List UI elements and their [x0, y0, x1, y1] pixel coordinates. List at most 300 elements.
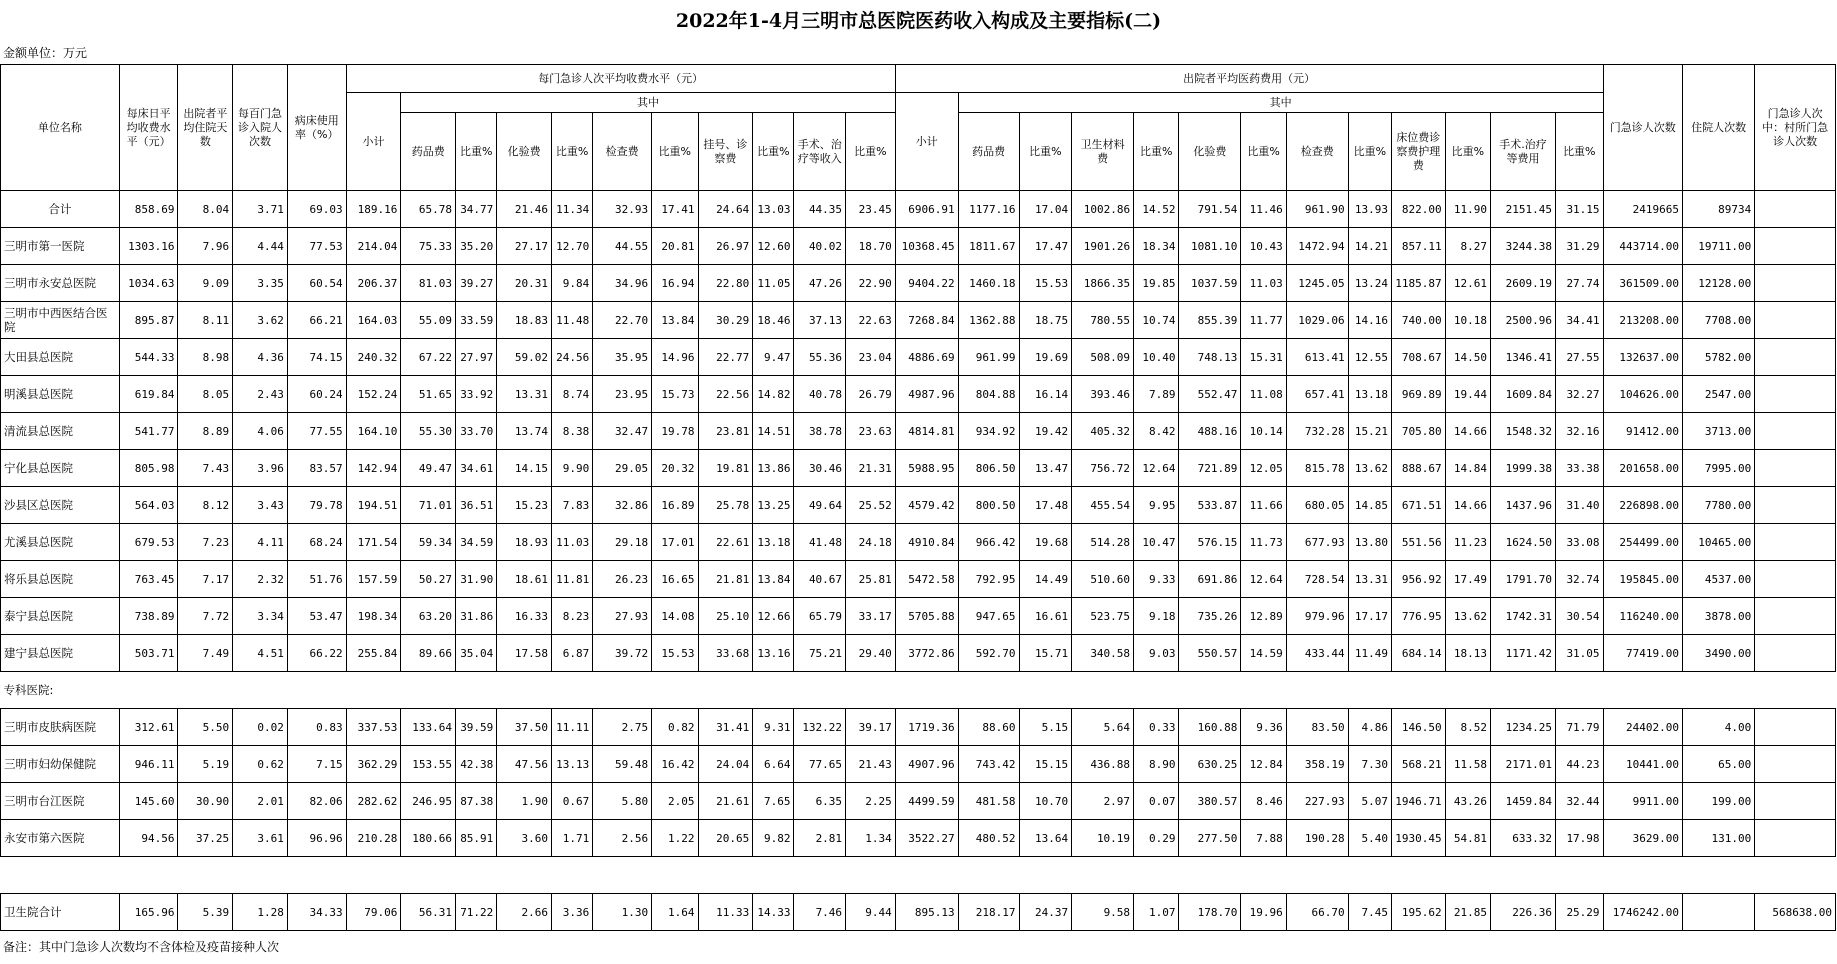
value-cell: 1245.05 — [1286, 265, 1348, 302]
value-cell: 14.66 — [1445, 487, 1490, 524]
value-cell: 55.36 — [794, 339, 846, 376]
value-cell: 11.34 — [552, 191, 593, 228]
value-cell: 25.81 — [846, 561, 896, 598]
value-cell — [1755, 265, 1836, 302]
value-cell: 2.43 — [233, 376, 288, 413]
header-admit-per-100: 每百门急诊入院人次数 — [233, 65, 288, 191]
header-ip-surgery-fees: 手术.治疗等费用 — [1491, 113, 1556, 191]
value-cell: 7.49 — [178, 635, 233, 672]
value-cell: 49.64 — [794, 487, 846, 524]
value-cell: 29.05 — [593, 450, 652, 487]
value-cell: 157.59 — [346, 561, 401, 598]
value-cell: 18.13 — [1445, 635, 1490, 672]
value-cell: 728.54 — [1286, 561, 1348, 598]
header-op-lab-ratio: 比重% — [552, 113, 593, 191]
value-cell: 1901.26 — [1072, 228, 1134, 265]
value-cell: 7.89 — [1134, 376, 1179, 413]
value-cell: 34.59 — [456, 524, 497, 561]
value-cell: 7.17 — [178, 561, 233, 598]
value-cell: 969.89 — [1391, 376, 1445, 413]
value-cell: 592.70 — [958, 635, 1019, 672]
header-ip-surgery-ratio: 比重% — [1556, 113, 1604, 191]
value-cell: 966.42 — [958, 524, 1019, 561]
value-cell: 29.18 — [593, 524, 652, 561]
value-cell: 21.31 — [846, 450, 896, 487]
value-cell: 763.45 — [119, 561, 178, 598]
value-cell: 3522.27 — [895, 820, 958, 857]
value-cell: 8.46 — [1241, 783, 1286, 820]
table-row — [1, 894, 1836, 931]
value-cell: 11.73 — [1241, 524, 1286, 561]
value-cell: 189.16 — [346, 191, 401, 228]
unit-name-cell: 大田县总医院 — [1, 339, 120, 376]
value-cell: 165.96 — [119, 894, 178, 931]
value-cell: 0.83 — [287, 709, 346, 746]
value-cell: 67.22 — [401, 339, 456, 376]
value-cell: 805.98 — [119, 450, 178, 487]
value-cell: 19.85 — [1134, 265, 1179, 302]
value-cell: 9.44 — [846, 894, 896, 931]
header-inpatient-group: 出院者平均医药费用（元） — [895, 65, 1603, 93]
value-cell: 14.51 — [753, 413, 794, 450]
value-cell: 0.29 — [1134, 820, 1179, 857]
value-cell: 568.21 — [1391, 746, 1445, 783]
value-cell: 11.11 — [552, 709, 593, 746]
value-cell: 13.16 — [753, 635, 794, 672]
value-cell: 9.33 — [1134, 561, 1179, 598]
value-cell: 743.42 — [958, 746, 1019, 783]
unit-name-cell: 三明市台江医院 — [1, 783, 120, 820]
value-cell: 776.95 — [1391, 598, 1445, 635]
value-cell: 131.00 — [1683, 820, 1755, 857]
value-cell: 4.44 — [233, 228, 288, 265]
value-cell: 1548.32 — [1491, 413, 1556, 450]
value-cell — [1755, 302, 1836, 339]
value-cell: 24.56 — [552, 339, 593, 376]
value-cell: 12.64 — [1134, 450, 1179, 487]
value-cell: 13.80 — [1348, 524, 1391, 561]
value-cell: 436.88 — [1072, 746, 1134, 783]
value-cell: 40.02 — [794, 228, 846, 265]
value-cell: 15.21 — [1348, 413, 1391, 450]
value-cell: 146.50 — [1391, 709, 1445, 746]
value-cell — [1683, 894, 1755, 931]
value-cell: 27.74 — [1556, 265, 1604, 302]
value-cell: 18.61 — [497, 561, 552, 598]
value-cell: 30.29 — [698, 302, 753, 339]
value-cell: 11.03 — [1241, 265, 1286, 302]
table-row — [1, 598, 1836, 635]
header-avg-stay: 出院者平均住院天数 — [178, 65, 233, 191]
value-cell: 30.46 — [794, 450, 846, 487]
value-cell — [1755, 339, 1836, 376]
unit-name-cell: 尤溪县总医院 — [1, 524, 120, 561]
value-cell: 33.92 — [456, 376, 497, 413]
header-ip-materials: 卫生材料费 — [1072, 113, 1134, 191]
value-cell: 680.05 — [1286, 487, 1348, 524]
header-op-drug: 药品费 — [401, 113, 456, 191]
value-cell: 4.00 — [1683, 709, 1755, 746]
value-cell: 34.61 — [456, 450, 497, 487]
value-cell: 14.96 — [652, 339, 698, 376]
value-cell: 7.45 — [1348, 894, 1391, 931]
table-row — [1, 339, 1836, 376]
value-cell — [1755, 598, 1836, 635]
value-cell: 13.62 — [1445, 598, 1490, 635]
value-cell: 8.27 — [1445, 228, 1490, 265]
value-cell: 17.47 — [1019, 228, 1072, 265]
value-cell: 19.81 — [698, 450, 753, 487]
value-cell: 11.48 — [552, 302, 593, 339]
value-cell: 16.94 — [652, 265, 698, 302]
value-cell: 68.24 — [287, 524, 346, 561]
value-cell: 12128.00 — [1683, 265, 1755, 302]
unit-name-cell: 合计 — [1, 191, 120, 228]
value-cell: 60.54 — [287, 265, 346, 302]
value-cell: 337.53 — [346, 709, 401, 746]
value-cell: 32.74 — [1556, 561, 1604, 598]
value-cell: 568638.00 — [1755, 894, 1836, 931]
value-cell: 895.13 — [895, 894, 958, 931]
value-cell: 65.78 — [401, 191, 456, 228]
value-cell: 227.93 — [1286, 783, 1348, 820]
header-op-drug-ratio: 比重% — [456, 113, 497, 191]
value-cell: 947.65 — [958, 598, 1019, 635]
value-cell: 7.88 — [1241, 820, 1286, 857]
value-cell: 9.18 — [1134, 598, 1179, 635]
value-cell: 11.23 — [1445, 524, 1490, 561]
value-cell: 18.70 — [846, 228, 896, 265]
unit-label: 金额单位：万元 — [3, 46, 88, 60]
table-body — [1, 191, 1836, 931]
value-cell: 39.17 — [846, 709, 896, 746]
value-cell: 44.55 — [593, 228, 652, 265]
header-ip-exam-ratio: 比重% — [1348, 113, 1391, 191]
value-cell: 82.06 — [287, 783, 346, 820]
value-cell: 32.44 — [1556, 783, 1604, 820]
value-cell: 37.50 — [497, 709, 552, 746]
value-cell: 1946.71 — [1391, 783, 1445, 820]
value-cell: 1234.25 — [1491, 709, 1556, 746]
value-cell: 3244.38 — [1491, 228, 1556, 265]
value-cell: 1.34 — [846, 820, 896, 857]
value-cell: 0.82 — [652, 709, 698, 746]
value-cell: 1.64 — [652, 894, 698, 931]
value-cell: 12.84 — [1241, 746, 1286, 783]
value-cell: 3.60 — [497, 820, 552, 857]
value-cell: 27.17 — [497, 228, 552, 265]
header-unit-name: 单位名称 — [1, 65, 120, 191]
value-cell: 201658.00 — [1603, 450, 1682, 487]
value-cell: 0.07 — [1134, 783, 1179, 820]
page-title: 2022年1-4月三明市总医院医药收入构成及主要指标(二) — [675, 10, 1162, 32]
value-cell: 40.67 — [794, 561, 846, 598]
table-row — [1, 228, 1836, 265]
value-cell: 33.17 — [846, 598, 896, 635]
header-bed-use-rate: 病床使用率（%） — [287, 65, 346, 191]
value-cell: 3772.86 — [895, 635, 958, 672]
value-cell: 9.58 — [1072, 894, 1134, 931]
value-cell: 804.88 — [958, 376, 1019, 413]
value-cell: 27.93 — [593, 598, 652, 635]
value-cell: 792.95 — [958, 561, 1019, 598]
value-cell: 6.35 — [794, 783, 846, 820]
value-cell: 21.61 — [698, 783, 753, 820]
value-cell: 10.74 — [1134, 302, 1179, 339]
value-cell: 85.91 — [456, 820, 497, 857]
value-cell: 75.21 — [794, 635, 846, 672]
value-cell: 32.93 — [593, 191, 652, 228]
value-cell: 2151.45 — [1491, 191, 1556, 228]
value-cell: 10.19 — [1072, 820, 1134, 857]
header-ip-subtotal: 小计 — [895, 93, 958, 191]
value-cell: 4537.00 — [1683, 561, 1755, 598]
indicator-table — [0, 64, 1836, 931]
value-cell: 23.04 — [846, 339, 896, 376]
value-cell: 1.30 — [593, 894, 652, 931]
value-cell: 89.66 — [401, 635, 456, 672]
value-cell: 1177.16 — [958, 191, 1019, 228]
value-cell: 7.72 — [178, 598, 233, 635]
header-op-subtotal: 小计 — [346, 93, 401, 191]
section-label: 专科医院: — [1, 672, 1836, 709]
value-cell: 858.69 — [119, 191, 178, 228]
value-cell: 39.59 — [456, 709, 497, 746]
value-cell: 35.04 — [456, 635, 497, 672]
value-cell: 657.41 — [1286, 376, 1348, 413]
value-cell: 160.88 — [1179, 709, 1241, 746]
value-cell: 11.08 — [1241, 376, 1286, 413]
value-cell: 708.67 — [1391, 339, 1445, 376]
value-cell: 12.70 — [552, 228, 593, 265]
value-cell: 508.09 — [1072, 339, 1134, 376]
value-cell: 0.02 — [233, 709, 288, 746]
value-cell: 77.55 — [287, 413, 346, 450]
value-cell: 8.23 — [552, 598, 593, 635]
value-cell: 5.39 — [178, 894, 233, 931]
value-cell: 2.25 — [846, 783, 896, 820]
unit-name-cell: 明溪县总医院 — [1, 376, 120, 413]
unit-name-cell: 三明市第一医院 — [1, 228, 120, 265]
value-cell: 50.27 — [401, 561, 456, 598]
header-ip-lab-ratio: 比重% — [1241, 113, 1286, 191]
table-row — [1, 487, 1836, 524]
value-cell: 888.67 — [1391, 450, 1445, 487]
value-cell: 3.34 — [233, 598, 288, 635]
value-cell: 152.24 — [346, 376, 401, 413]
value-cell: 31.29 — [1556, 228, 1604, 265]
value-cell: 17.49 — [1445, 561, 1490, 598]
value-cell: 32.27 — [1556, 376, 1604, 413]
table-row — [1, 376, 1836, 413]
value-cell: 1034.63 — [119, 265, 178, 302]
value-cell: 89734 — [1683, 191, 1755, 228]
value-cell — [1755, 709, 1836, 746]
header-ip-bed-fees: 床位费诊察费护理费 — [1391, 113, 1445, 191]
value-cell: 13.64 — [1019, 820, 1072, 857]
value-cell: 3.43 — [233, 487, 288, 524]
value-cell: 684.14 — [1391, 635, 1445, 672]
value-cell: 10465.00 — [1683, 524, 1755, 561]
value-cell: 19.44 — [1445, 376, 1490, 413]
value-cell: 13.47 — [1019, 450, 1072, 487]
value-cell: 8.89 — [178, 413, 233, 450]
value-cell: 5472.58 — [895, 561, 958, 598]
value-cell: 8.11 — [178, 302, 233, 339]
value-cell: 6906.91 — [895, 191, 958, 228]
header-op-registration: 挂号、诊察费 — [698, 113, 753, 191]
value-cell: 9.90 — [552, 450, 593, 487]
value-cell — [1755, 820, 1836, 857]
value-cell: 9911.00 — [1603, 783, 1682, 820]
value-cell: 218.17 — [958, 894, 1019, 931]
value-cell: 31.40 — [1556, 487, 1604, 524]
value-cell: 1.71 — [552, 820, 593, 857]
value-cell: 1866.35 — [1072, 265, 1134, 302]
value-cell: 195845.00 — [1603, 561, 1682, 598]
value-cell: 1303.16 — [119, 228, 178, 265]
value-cell: 8.74 — [552, 376, 593, 413]
value-cell: 7995.00 — [1683, 450, 1755, 487]
value-cell: 17.58 — [497, 635, 552, 672]
unit-name-cell: 三明市中西医结合医院 — [1, 302, 120, 339]
value-cell: 37.25 — [178, 820, 233, 857]
value-cell: 18.83 — [497, 302, 552, 339]
unit-name-cell: 宁化县总医院 — [1, 450, 120, 487]
value-cell: 178.70 — [1179, 894, 1241, 931]
value-cell: 1.90 — [497, 783, 552, 820]
value-cell: 5.64 — [1072, 709, 1134, 746]
value-cell: 1811.67 — [958, 228, 1019, 265]
value-cell: 26.23 — [593, 561, 652, 598]
value-cell: 194.51 — [346, 487, 401, 524]
value-cell — [1755, 524, 1836, 561]
value-cell: 24.37 — [1019, 894, 1072, 931]
value-cell: 14.52 — [1134, 191, 1179, 228]
value-cell — [1755, 450, 1836, 487]
value-cell: 42.38 — [456, 746, 497, 783]
value-cell: 246.95 — [401, 783, 456, 820]
value-cell: 5988.95 — [895, 450, 958, 487]
header-inpatient-visits: 住院人次数 — [1683, 65, 1755, 191]
header-op-lab: 化验费 — [497, 113, 552, 191]
header-ip-drug: 药品费 — [958, 113, 1019, 191]
value-cell: 32.86 — [593, 487, 652, 524]
value-cell: 3.61 — [233, 820, 288, 857]
value-cell: 1930.45 — [1391, 820, 1445, 857]
value-cell: 7.83 — [552, 487, 593, 524]
value-cell — [1755, 746, 1836, 783]
value-cell: 630.25 — [1179, 746, 1241, 783]
value-cell: 24.04 — [698, 746, 753, 783]
value-cell: 0.62 — [233, 746, 288, 783]
value-cell: 79.78 — [287, 487, 346, 524]
unit-name-cell: 清流县总医院 — [1, 413, 120, 450]
value-cell: 7780.00 — [1683, 487, 1755, 524]
value-cell: 633.32 — [1491, 820, 1556, 857]
value-cell: 12.64 — [1241, 561, 1286, 598]
value-cell: 11.58 — [1445, 746, 1490, 783]
value-cell: 7.30 — [1348, 746, 1391, 783]
value-cell: 69.03 — [287, 191, 346, 228]
value-cell: 26.79 — [846, 376, 896, 413]
value-cell: 14.50 — [1445, 339, 1490, 376]
value-cell: 29.40 — [846, 635, 896, 672]
value-cell: 44.23 — [1556, 746, 1604, 783]
value-cell: 5.15 — [1019, 709, 1072, 746]
value-cell: 9.82 — [753, 820, 794, 857]
value-cell: 44.35 — [794, 191, 846, 228]
table-row — [1, 191, 1836, 228]
value-cell: 133.64 — [401, 709, 456, 746]
value-cell: 20.81 — [652, 228, 698, 265]
value-cell: 7.96 — [178, 228, 233, 265]
value-cell: 198.34 — [346, 598, 401, 635]
table-row — [1, 783, 1836, 820]
value-cell: 71.01 — [401, 487, 456, 524]
value-cell: 1746242.00 — [1603, 894, 1682, 931]
value-cell: 56.31 — [401, 894, 456, 931]
value-cell: 2609.19 — [1491, 265, 1556, 302]
value-cell: 16.89 — [652, 487, 698, 524]
value-cell: 23.95 — [593, 376, 652, 413]
value-cell — [1755, 783, 1836, 820]
value-cell: 4.51 — [233, 635, 288, 672]
value-cell: 39.72 — [593, 635, 652, 672]
value-cell: 116240.00 — [1603, 598, 1682, 635]
value-cell: 5.07 — [1348, 783, 1391, 820]
header-outpatient-group: 每门急诊人次平均收费水平（元） — [346, 65, 895, 93]
value-cell: 5.19 — [178, 746, 233, 783]
value-cell: 24.18 — [846, 524, 896, 561]
value-cell: 25.52 — [846, 487, 896, 524]
value-cell: 13.31 — [497, 376, 552, 413]
value-cell: 1185.87 — [1391, 265, 1445, 302]
value-cell: 36.51 — [456, 487, 497, 524]
value-cell: 213208.00 — [1603, 302, 1682, 339]
value-cell: 18.46 — [753, 302, 794, 339]
value-cell: 855.39 — [1179, 302, 1241, 339]
value-cell: 21.81 — [698, 561, 753, 598]
value-cell: 19.68 — [1019, 524, 1072, 561]
value-cell: 53.47 — [287, 598, 346, 635]
value-cell: 10.40 — [1134, 339, 1179, 376]
value-cell: 59.02 — [497, 339, 552, 376]
value-cell: 10441.00 — [1603, 746, 1682, 783]
value-cell: 132.22 — [794, 709, 846, 746]
value-cell: 22.63 — [846, 302, 896, 339]
value-cell: 13.86 — [753, 450, 794, 487]
value-cell: 132637.00 — [1603, 339, 1682, 376]
value-cell: 16.65 — [652, 561, 698, 598]
value-cell: 2419665 — [1603, 191, 1682, 228]
value-cell: 15.53 — [1019, 265, 1072, 302]
value-cell: 2.81 — [794, 820, 846, 857]
value-cell: 1.07 — [1134, 894, 1179, 931]
value-cell: 18.75 — [1019, 302, 1072, 339]
value-cell: 405.32 — [1072, 413, 1134, 450]
value-cell: 59.48 — [593, 746, 652, 783]
value-cell: 47.26 — [794, 265, 846, 302]
value-cell: 11.90 — [1445, 191, 1490, 228]
value-cell: 2.01 — [233, 783, 288, 820]
value-cell: 15.23 — [497, 487, 552, 524]
value-cell: 8.90 — [1134, 746, 1179, 783]
value-cell: 79.06 — [346, 894, 401, 931]
value-cell: 33.38 — [1556, 450, 1604, 487]
value-cell: 74.15 — [287, 339, 346, 376]
value-cell: 17.48 — [1019, 487, 1072, 524]
